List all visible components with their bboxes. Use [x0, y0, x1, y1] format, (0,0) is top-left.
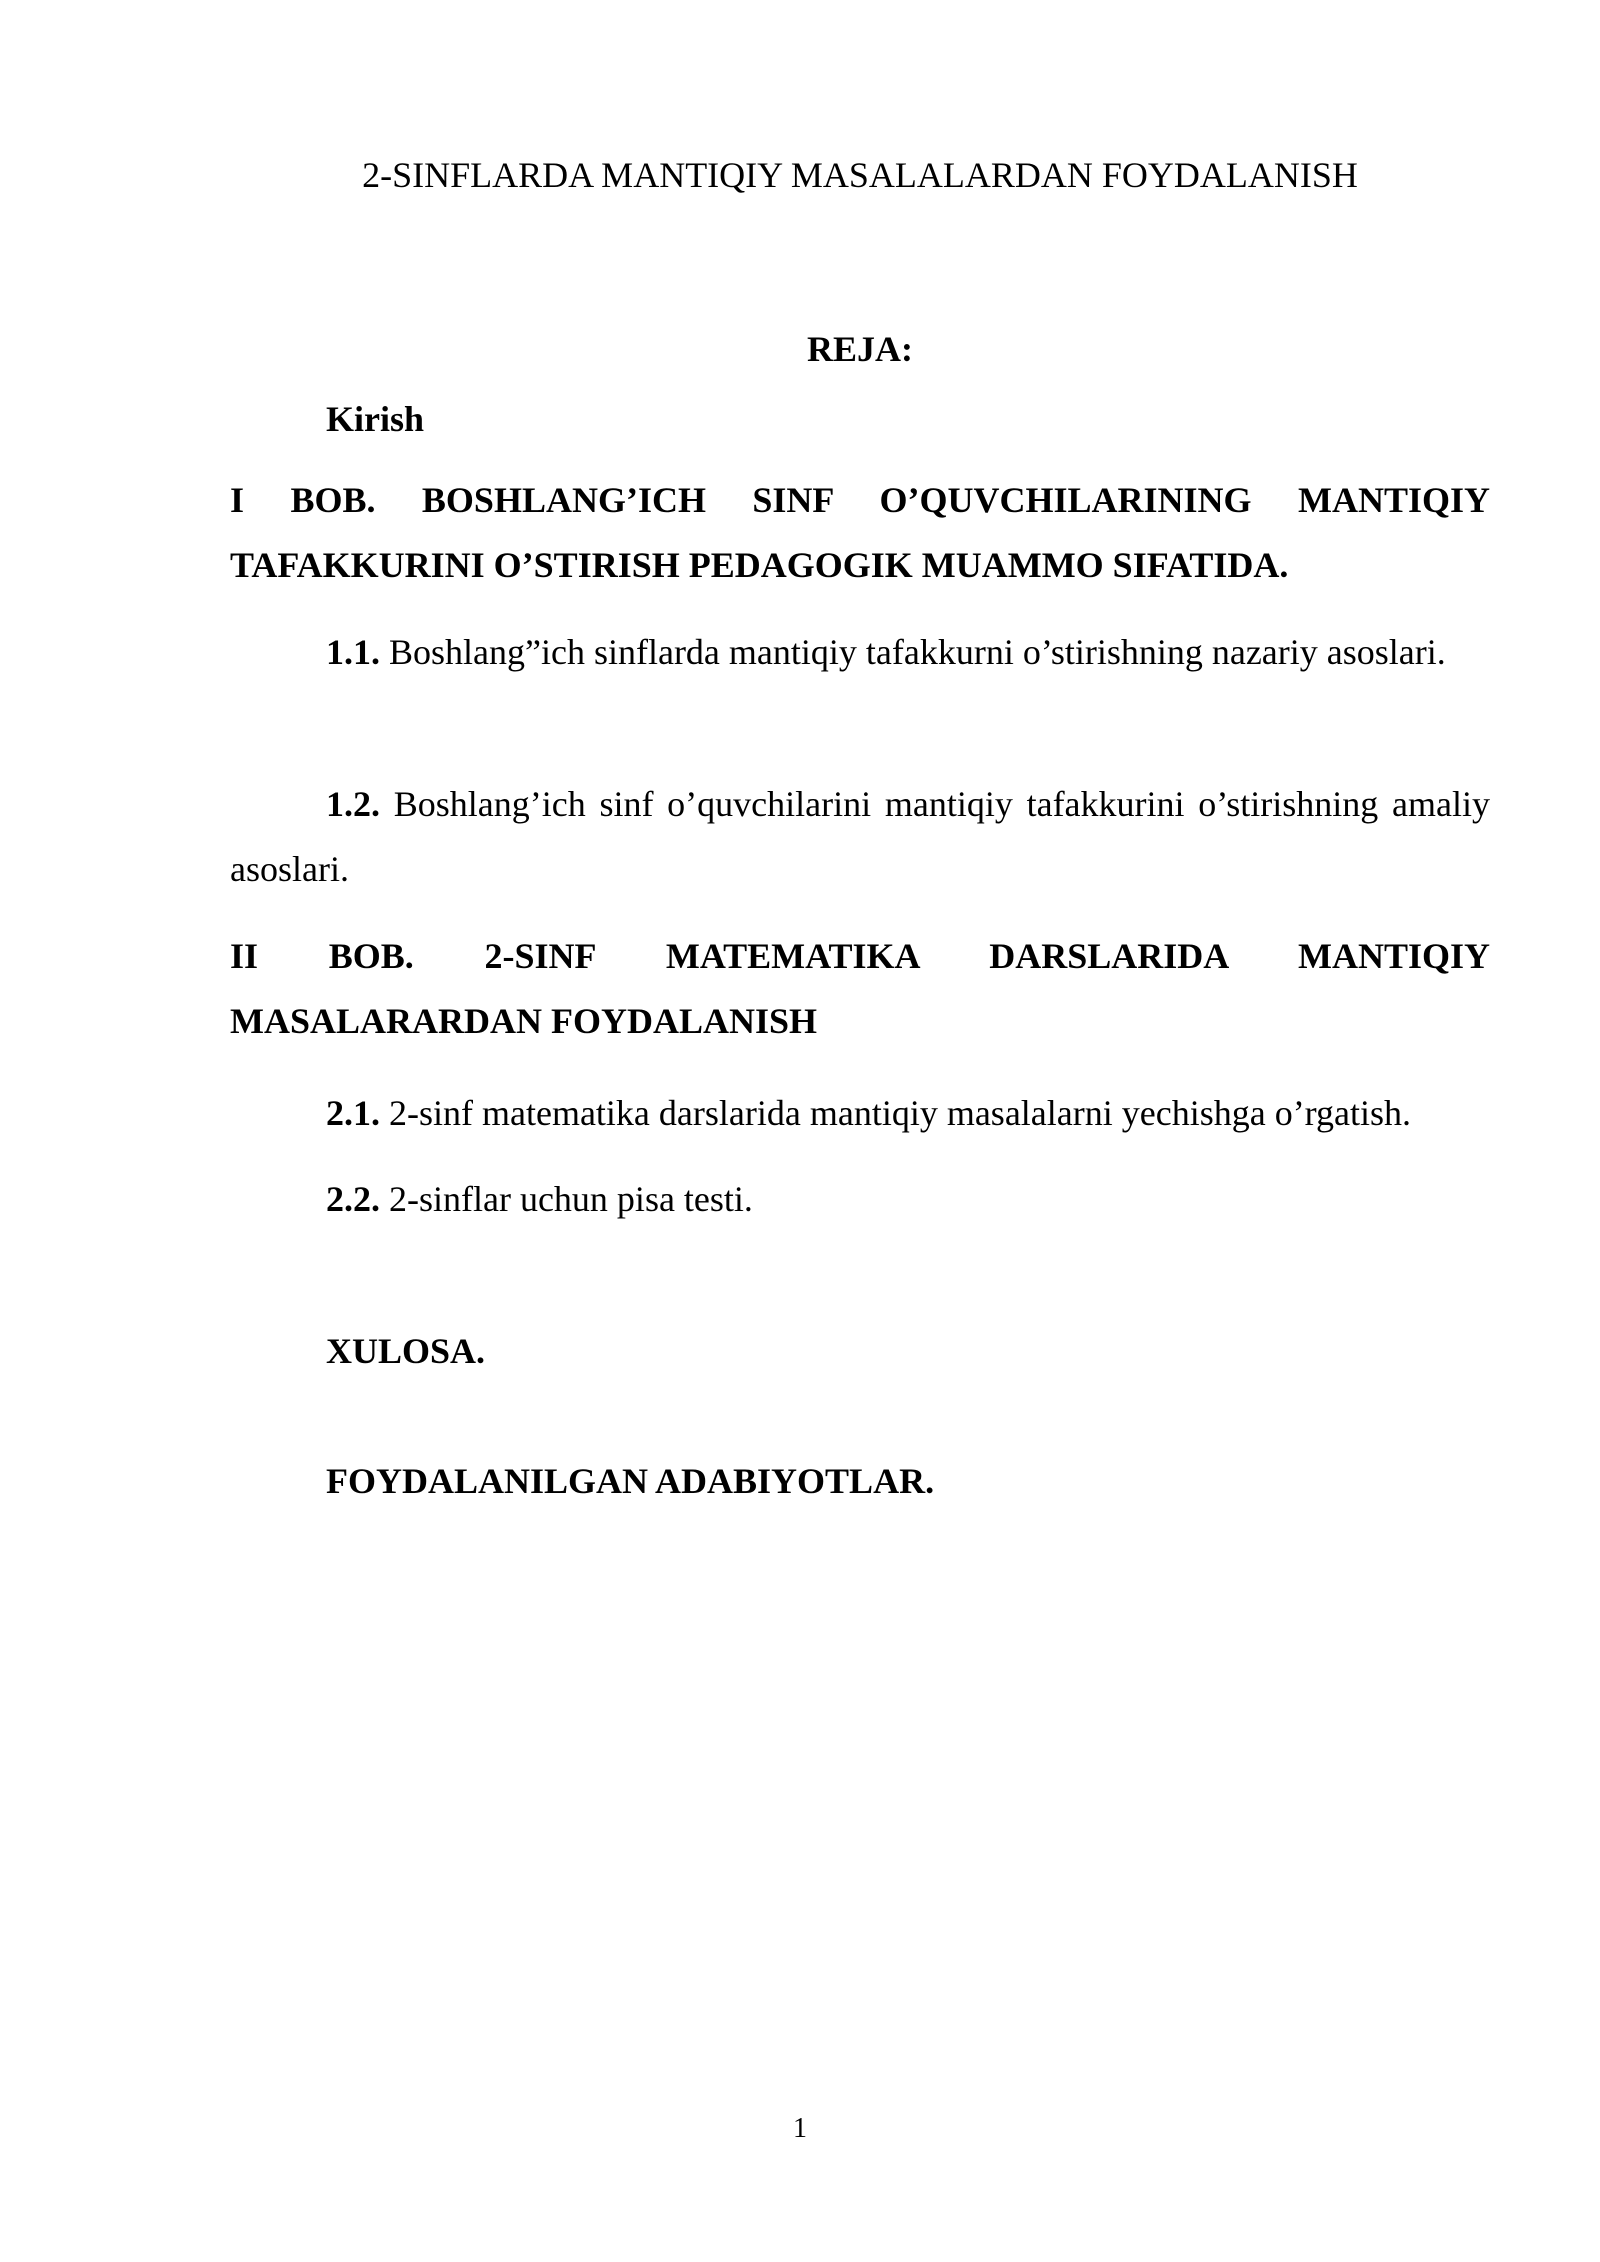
plan-heading: REJA: [807, 329, 913, 369]
section-number: 1.2. [326, 784, 380, 824]
section-text: 2-sinf matematika darslarida mantiqiy masalalarni yechishga o’rgatish. [380, 1093, 1412, 1133]
section-number: 2.2. [326, 1179, 380, 1219]
intro-item: Kirish [326, 399, 425, 439]
conclusion-item: XULOSA. [326, 1331, 486, 1371]
section-1-1 [230, 620, 1490, 685]
section-text: 2-sinflar uchun pisa testi. [380, 1179, 753, 1219]
references-item: FOYDALANILGAN ADABIYOTLAR. [326, 1461, 935, 1501]
chapter-1-title: I BOB. BOSHLANG’ICH SINF O’QUVCHILARINING MANTIQIY TAFAKKURINI O’STIRISH PEDAGOGIK MUAMMO SIFATIDA. [230, 480, 1490, 585]
section-number: 1.1. [326, 632, 380, 672]
chapter-2-title: II BOB. 2-SINF MATEMATIKA DARSLARIDA MANTIQIY MASALARARDAN FOYDALANISH [230, 936, 1490, 1041]
section-text: Boshlang’ich sinf o’quvchilarini mantiqiy tafakkurini o’stirishning amaliy asoslari. [230, 784, 1490, 889]
section-1-2 [230, 772, 1490, 902]
section-text: Boshlang”ich sinflarda mantiqiy tafakkurni o’stirishning nazariy asoslari. [380, 632, 1446, 672]
section-2-1 [326, 1090, 1411, 1136]
section-2-2 [326, 1176, 753, 1222]
section-number: 2.1. [326, 1093, 380, 1133]
document-title: 2-SINFLARDA MANTIQIY MASALALARDAN FOYDALANISH [362, 155, 1358, 195]
page-number: 1 [793, 2113, 807, 2144]
